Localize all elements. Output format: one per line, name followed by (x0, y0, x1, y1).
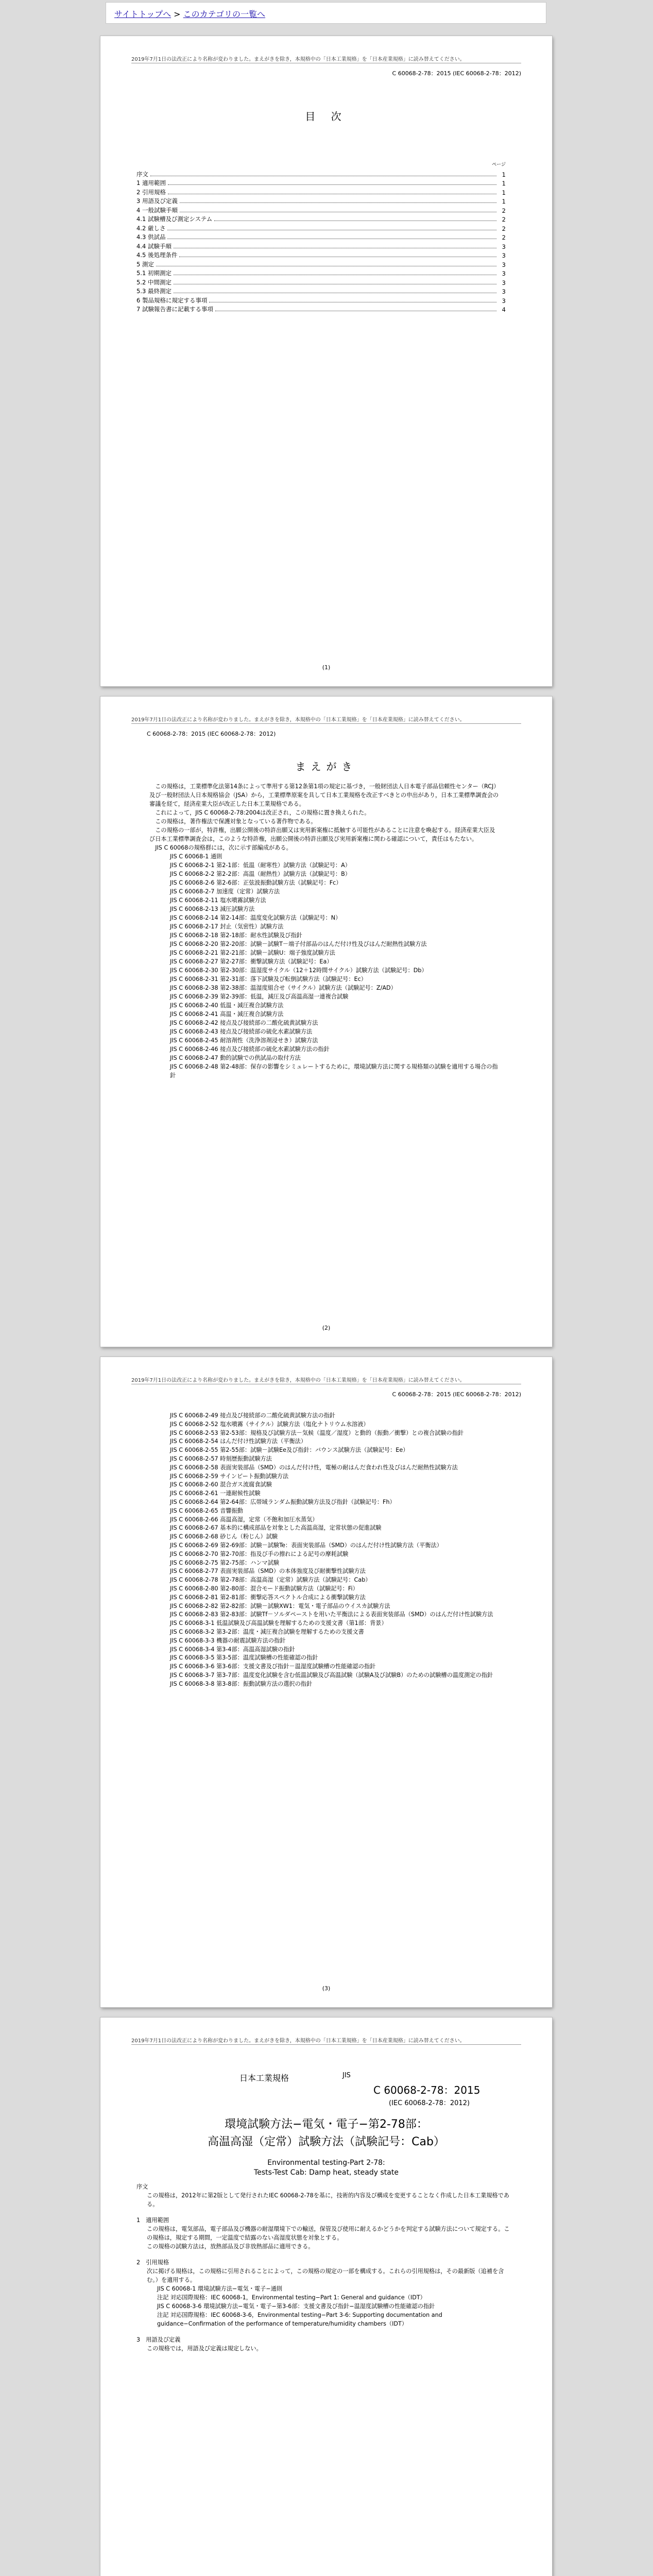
page-notice: 2019年7月1日の法改正により名称が変わりました。まえがきを除き，本規格中の「日本工業規格」を「日本産業規格」に読み替えてください。 (131, 55, 521, 62)
list-item: JIS C 60068-2-43 接点及び接続部の硫化水素試験方法 (170, 1028, 313, 1035)
list-item: JIS C 60068-2-2 第2-2部：高温（耐熱性）試験方法（試験記号：B） (170, 871, 351, 877)
toc-item-title: 4.3 供試品 (136, 233, 166, 241)
list-item: JIS C 60068-2-47 動的試験での供試品の取付方法 (170, 1055, 301, 1061)
toc-item-page: 2 (502, 207, 506, 214)
list-item: JIS C 60068-2-54 はんだ付け性試験方法（平衡法） (170, 1438, 307, 1445)
section-text: この規格は，電気部品，電子部品及び機器の耐湿環境下での輸送，保管及び使用に耐えるかどうかを判定する試験方法について規定する。この規格は，規定する期間，一定温度で結露のない高湿度状態を対象とする。 (147, 2226, 510, 2241)
toc-item (136, 295, 506, 304)
toc-item (136, 250, 506, 260)
foreword-para: この規格は，著作権法で保護対象となっている著作物である。 (155, 818, 317, 825)
toc-item-page: 2 (502, 225, 506, 232)
page-notice: 2019年7月1日の法改正により名称が変わりました。まえがきを除き，本規格中の「日本工業規格」を「日本産業規格」に読み替えてください。 (131, 1376, 521, 1383)
list-item: JIS C 60068-2-69 第2-69部：試験－試験Te：表面実装部品（SMD）のはんだ付け性試験方法（平衡法） (170, 1541, 442, 1549)
list-item: JIS C 60068-3-6 第3-6部：支援文書及び指針－温湿度試験槽の性能確認の指針 (170, 1663, 376, 1670)
list-item: JIS C 60068-2-42 接点及び接続部の二酸化硫黄試験方法 (170, 1020, 318, 1026)
title-line: 高温高湿（定常）試験方法（試験記号：Cab） (208, 2136, 445, 2148)
reference-note: 注記 対応国際規格：IEC 60068-3-6，Environmental testing−Part 3-6: Supporting documentation and guidance−Confirmation of the performance of temperature/humidity chambers（IDT） (157, 2312, 442, 2327)
page-header-standard: C 60068-2-78：2015 (IEC 60068-2-78：2012) (392, 1391, 521, 1398)
standard-title (100, 2116, 552, 2151)
page-notice: 2019年7月1日の法改正により名称が変わりました。まえがきを除き，本規格中の「日本工業規格」を「日本産業規格」に読み替えてください。 (131, 715, 521, 723)
list-item: JIS C 60068-2-41 高温・減圧複合試験方法 (170, 1011, 284, 1018)
list-item: JIS C 60068-2-64 第2-64部：広帯域ランダム振動試験方法及び指針（試験記号：Fh） (170, 1498, 396, 1505)
list-item: JIS C 60068-2-66 高温高湿，定常（不飽和加圧水蒸気） (170, 1516, 318, 1523)
list-item: JIS C 60068-2-1 第2-1部：低温（耐寒性）試験方法（試験記号：A） (170, 862, 351, 869)
reference-item: JIS C 60068-3-6 環境試験方法−電気・電子−第3-6部：支援文書及び指針−温湿度試験槽の性能確認の指針 (157, 2303, 435, 2310)
list-item: JIS C 60068-2-18 第2-18部：耐水性試験及び指針 (170, 932, 302, 939)
toc-item-title: 1 適用範囲 (136, 179, 166, 187)
list-item: JIS C 60068-3-2 第3-2部：温度・減圧複合試験を理解するための支援文書 (170, 1628, 364, 1635)
page-number: (3) (322, 1985, 331, 1992)
breadcrumb (106, 2, 546, 24)
list-item: JIS C 60068-2-78 第2-78部：高温高湿（定常）試験方法（試験記号：Cab） (170, 1577, 371, 1584)
toc-item (136, 214, 506, 224)
list-item: JIS C 60068-2-70 第2-70部：指及び手の擦れによる記号の摩耗試験 (170, 1550, 349, 1557)
foreword-title: まえがき (295, 760, 357, 773)
toc-item-page: 3 (502, 279, 506, 286)
toc-item-page: 1 (502, 180, 506, 187)
toc-item (136, 277, 506, 286)
section-heading: 3 用語及び定義 (136, 2336, 181, 2343)
toc-item-title: 3 用語及び定義 (136, 197, 178, 205)
toc-item-page: 3 (502, 297, 506, 304)
toc-leader (168, 184, 496, 185)
toc-item-page: 3 (502, 288, 506, 295)
toc-item-page: 2 (502, 216, 506, 223)
list-item: JIS C 60068-2-39 第2-39部：低温，減圧及び高温高湿一連複合試験 (170, 993, 349, 1000)
list-item: JIS C 60068-2-61 一連耐候性試験 (170, 1490, 261, 1497)
toc-item-title: 5.3 最終測定 (136, 287, 171, 295)
reference-note: 注記 対応国際規格：IEC 60068-1，Environmental testing−Part 1: General and guidance（IDT） (157, 2294, 426, 2301)
list-item: JIS C 60068-2-49 接点及び接続部の二酸化硫黄試験方法の指針 (170, 1412, 335, 1419)
list-item: JIS C 60068-2-80 第2-80部：混合モード振動試験方法（試験記号：Fi） (170, 1585, 358, 1592)
toc-item (136, 259, 506, 268)
breadcrumb-separator: > (171, 9, 183, 19)
standard-type: 日本工業規格 (239, 2073, 289, 2083)
toc-item-page: 2 (502, 234, 506, 241)
list-item: JIS C 60068-2-77 表面実装部品（SMD）の本体強度及び耐衝撃性試験方法 (170, 1568, 366, 1575)
toc-item (136, 187, 506, 196)
list-item: JIS C 60068-2-14 第2-14部：温度変化試験方法（試験記号：N） (170, 914, 341, 921)
list-item: JIS C 60068-2-60 混合ガス流腐食試験 (170, 1481, 272, 1488)
toc-item-title: 4.4 試験手順 (136, 242, 171, 250)
list-item: JIS C 60068-2-83 第2-83部：試験Tf－ソルダペーストを用いた平衡法による表面実装部品（SMD）のはんだ付け性試験方法 (170, 1611, 493, 1618)
toc-item-title: 序文 (136, 170, 148, 178)
list-item: JIS C 60068-2-67 基本的に構成部品を対象とした高温高湿，定常状態の促進試験 (170, 1524, 382, 1532)
toc-item-title: 5 測定 (136, 260, 154, 268)
toc-item-page: 1 (502, 189, 506, 196)
page-header-standard: C 60068-2-78：2015 (IEC 60068-2-78：2012) (392, 70, 521, 77)
toc-list (136, 169, 506, 313)
iec-number: (IEC 60068-2-78：2012) (389, 2099, 470, 2107)
list-item: JIS C 60068-3-8 第3-8部：振動試験方法の選択の指針 (170, 1680, 313, 1687)
toc-item (136, 268, 506, 278)
toc-item-page: 1 (502, 171, 506, 178)
list-item: JIS C 60068-3-4 第3-4部：高温高湿試験の指針 (170, 1646, 295, 1653)
page-foreword-cont (100, 1357, 552, 2007)
toc-item-page: 3 (502, 270, 506, 277)
list-item: JIS C 60068-2-53 第2-53部：規格及び試験方法－気候（温度／湿度）と動的（振動／衝撃）との複合試験の指針 (170, 1429, 464, 1436)
list-item: JIS C 60068-2-31 第2-31部：落下試験及び転倒試験方法（試験記号：Ec） (170, 976, 367, 982)
list-item: JIS C 60068-2-13 減圧試験方法 (170, 906, 255, 912)
list-item: JIS C 60068-2-21 第2-21部：試験－試験U：端子強度試験方法 (170, 950, 335, 956)
toc-item (136, 178, 506, 188)
toc-item (136, 205, 506, 214)
toc-item (136, 223, 506, 232)
page-header-standard: C 60068-2-78：2015 (IEC 60068-2-78：2012) (147, 731, 276, 737)
toc-item-title: 6 製品規格に規定する事項 (136, 296, 208, 304)
page-notice: 2019年7月1日の法改正により名称が変わりました。まえがきを除き，本規格中の「日本工業規格」を「日本産業規格」に読み替えてください。 (131, 2036, 521, 2044)
standard-number: C 60068-2-78：2015 (373, 2084, 480, 2096)
reference-item: JIS C 60068-1 環境試験方法−電気・電子−通則 (157, 2285, 283, 2292)
toc-item-page: 1 (502, 198, 506, 205)
list-item: JIS C 60068-2-52 塩水噴霧（サイクル）試験方法（塩化ナトリウム水溶液） (170, 1420, 369, 1428)
list-item: JIS C 60068-2-38 第2-38部：温湿度組合せ（サイクル）試験方法（試験記号：Z/AD） (170, 985, 397, 991)
list-item: JIS C 60068-2-75 第2-75部：ハンマ試験 (170, 1559, 280, 1566)
toc-item (136, 241, 506, 250)
section-heading: 2 引用規格 (136, 2259, 169, 2266)
toc-item-title: 4.2 厳しさ (136, 224, 166, 232)
toc-item (136, 286, 506, 296)
toc-leader (180, 202, 496, 203)
toc-item-page: 4 (502, 306, 506, 313)
list-item: JIS C 60068-3-1 低温試験及び高温試験を理解するための支援文書（第1部：背景） (170, 1620, 387, 1627)
section-heading: 1 適用範囲 (136, 2217, 169, 2224)
toc-item-title: 7 試験報告書に記載する事項 (136, 306, 213, 313)
list-item: JIS C 60068-2-81 第2-81部：衝撃応答スペクトル合成による衝撃試験方法 (170, 1594, 366, 1601)
list-item: JIS C 60068-2-7 加速度（定常）試験方法 (170, 888, 280, 895)
main-body (136, 2182, 511, 2353)
toc-item (136, 304, 506, 314)
english-title-line: Environmental testing-Part 2-78: (267, 2159, 385, 2167)
standard-list (149, 852, 501, 1080)
title-line: 環境試験方法−電気・電子−第2-78部： (225, 2118, 428, 2131)
toc-item (136, 232, 506, 242)
page-foreword (100, 697, 552, 1347)
category-list-link[interactable]: このカテゴリの一覧へ (183, 9, 266, 19)
list-item: JIS C 60068-2-48 第2-48部：保存の影響をシミュレートするために，環境試験方法に関する規格類の試験を適用する場合の指針 (170, 1063, 498, 1079)
site-top-link[interactable]: サイトトップへ (114, 9, 171, 19)
list-item: JIS C 60068-2-40 低温・減圧複合試験方法 (170, 1002, 284, 1009)
toc-item-page: 3 (502, 252, 506, 259)
section-text: 次に掲げる規格は，この規格に引用されることによって，この規格の規定の一部を構成する。これらの引用規格は，その最新版（追補を含む。）を適用する。 (147, 2268, 504, 2283)
standard-list (170, 1412, 501, 1689)
english-title-line: Tests-Test Cab: Damp heat, steady state (254, 2168, 399, 2177)
foreword-para: この規格は，工業標準化法第14条によって準用する第12条第1項の規定に基づき，一般財団法人日本電子部品信頼性センター（RCJ）及び一般財団法人日本規格協会（JSA）から，工業標準原案を具して日本工業規格を改正すべきとの申出があり，日本工業標準調査会の審議を経て，経済産業大臣が改正した日本工業規格である。 (149, 783, 500, 807)
jis-mark: JIS (342, 2072, 351, 2079)
english-title (100, 2158, 552, 2178)
toc-item-title: 4.1 試験槽及び測定システム (136, 215, 213, 223)
list-item: JIS C 60068-2-65 音響振動 (170, 1507, 243, 1514)
intro-text: この規格は，2012年に第2版として発行されたIEC 60068-2-78を基に，技術的内容及び構成を変更することなく作成した日本工業規格である。 (147, 2192, 510, 2208)
list-item: JIS C 60068-2-27 第2-27部：衝撃試験方法（試験記号：Ea） (170, 958, 333, 965)
toc-item-title: 5.1 初期測定 (136, 269, 171, 277)
toc-item-page: 3 (502, 261, 506, 268)
list-item: JIS C 60068-2-57 時刻歴振動試験方法 (170, 1455, 272, 1462)
list-item: JIS C 60068-2-17 封止（気密性）試験方法 (170, 923, 284, 930)
foreword-para: JIS C 60068の規格群には，次に示す部編成がある。 (155, 844, 292, 851)
toc-page-label: ページ (492, 162, 506, 167)
list-item: JIS C 60068-2-46 接点及び接続部の硫化水素試験方法の指針 (170, 1046, 330, 1053)
page-number: (2) (322, 1325, 331, 1331)
list-item: JIS C 60068-2-6 第2-6部：正弦波振動試験方法（試験記号：Fc） (170, 879, 342, 886)
toc-item (136, 196, 506, 206)
foreword-para: この規格の一部が，特許権，出願公開後の特許出願又は実用新案権に抵触する可能性があることに注意を喚起する。経済産業大臣及び日本工業標準調査会は，このような特許権，出願公開後の特許出願及び実用新案権に関わる確認について，責任はもたない。 (149, 827, 495, 842)
toc-item (136, 169, 506, 178)
page-toc (100, 36, 552, 686)
list-item: JIS C 60068-3-5 第3-5部：温度試験槽の性能確認の指針 (170, 1654, 318, 1662)
toc-item-title: 2 引用規格 (136, 188, 166, 196)
toc-item-title: 4.5 後処理条件 (136, 251, 178, 259)
section-text: この規格では，用語及び定義は規定しない。 (147, 2345, 262, 2352)
toc-title: 目 次 (305, 110, 348, 123)
page-main (100, 2018, 552, 2576)
toc-item-title: 5.2 中間測定 (136, 278, 171, 286)
list-item: JIS C 60068-2-59 サインビート振動試験方法 (170, 1472, 289, 1480)
section-text: この規格の試験方法は，放熱部品及び非放熱部品に適用できる。 (147, 2243, 314, 2250)
list-item: JIS C 60068-3-7 第3-7部：温度変化試験を含む低温試験及び高温試験（試験A及び試験B）のための試験槽の温度測定の指針 (170, 1671, 493, 1679)
list-item: JIS C 60068-1 通則 (170, 853, 222, 860)
toc-item-title: 4 一般試験手順 (136, 206, 178, 214)
page-number: (1) (322, 664, 331, 671)
intro-heading: 序文 (136, 2183, 148, 2190)
foreword-body (149, 782, 501, 1080)
toc-item-page: 3 (502, 243, 506, 250)
list-item: JIS C 60068-2-55 第2-55部：試験－試験Ee及び指針：バウンス試験方法（試験記号：Ee） (170, 1447, 409, 1454)
list-item: JIS C 60068-2-82 第2-82部：試験－試験XW1：電気・電子部品のウイスカ試験方法 (170, 1602, 390, 1609)
list-item: JIS C 60068-2-68 砂じん（粉じん）試験 (170, 1533, 278, 1540)
list-item: JIS C 60068-2-45 耐溶剤性（洗浄溶剤浸せき）試験方法 (170, 1037, 318, 1044)
foreword-para: これによって，JIS C 60068-2-78:2004は改正され，この規格に置き換えられた。 (155, 809, 370, 816)
list-item: JIS C 60068-2-58 表面実装部品（SMD）のはんだ付け性，電極の耐はんだ食われ性及びはんだ耐熱性試験方法 (170, 1464, 458, 1471)
list-item: JIS C 60068-2-30 第2-30部：温湿度サイクル（12＋12時間サイクル）試験方法（試験記号：Db） (170, 967, 427, 974)
list-item: JIS C 60068-3-3 機器の耐震試験方法の指針 (170, 1637, 286, 1644)
list-item: JIS C 60068-2-11 塩水噴霧試験方法 (170, 897, 266, 904)
list-item: JIS C 60068-2-20 第2-20部：試験－試験T－端子付部品のはんだ付け性及びはんだ耐熱性試験方法 (170, 941, 427, 947)
